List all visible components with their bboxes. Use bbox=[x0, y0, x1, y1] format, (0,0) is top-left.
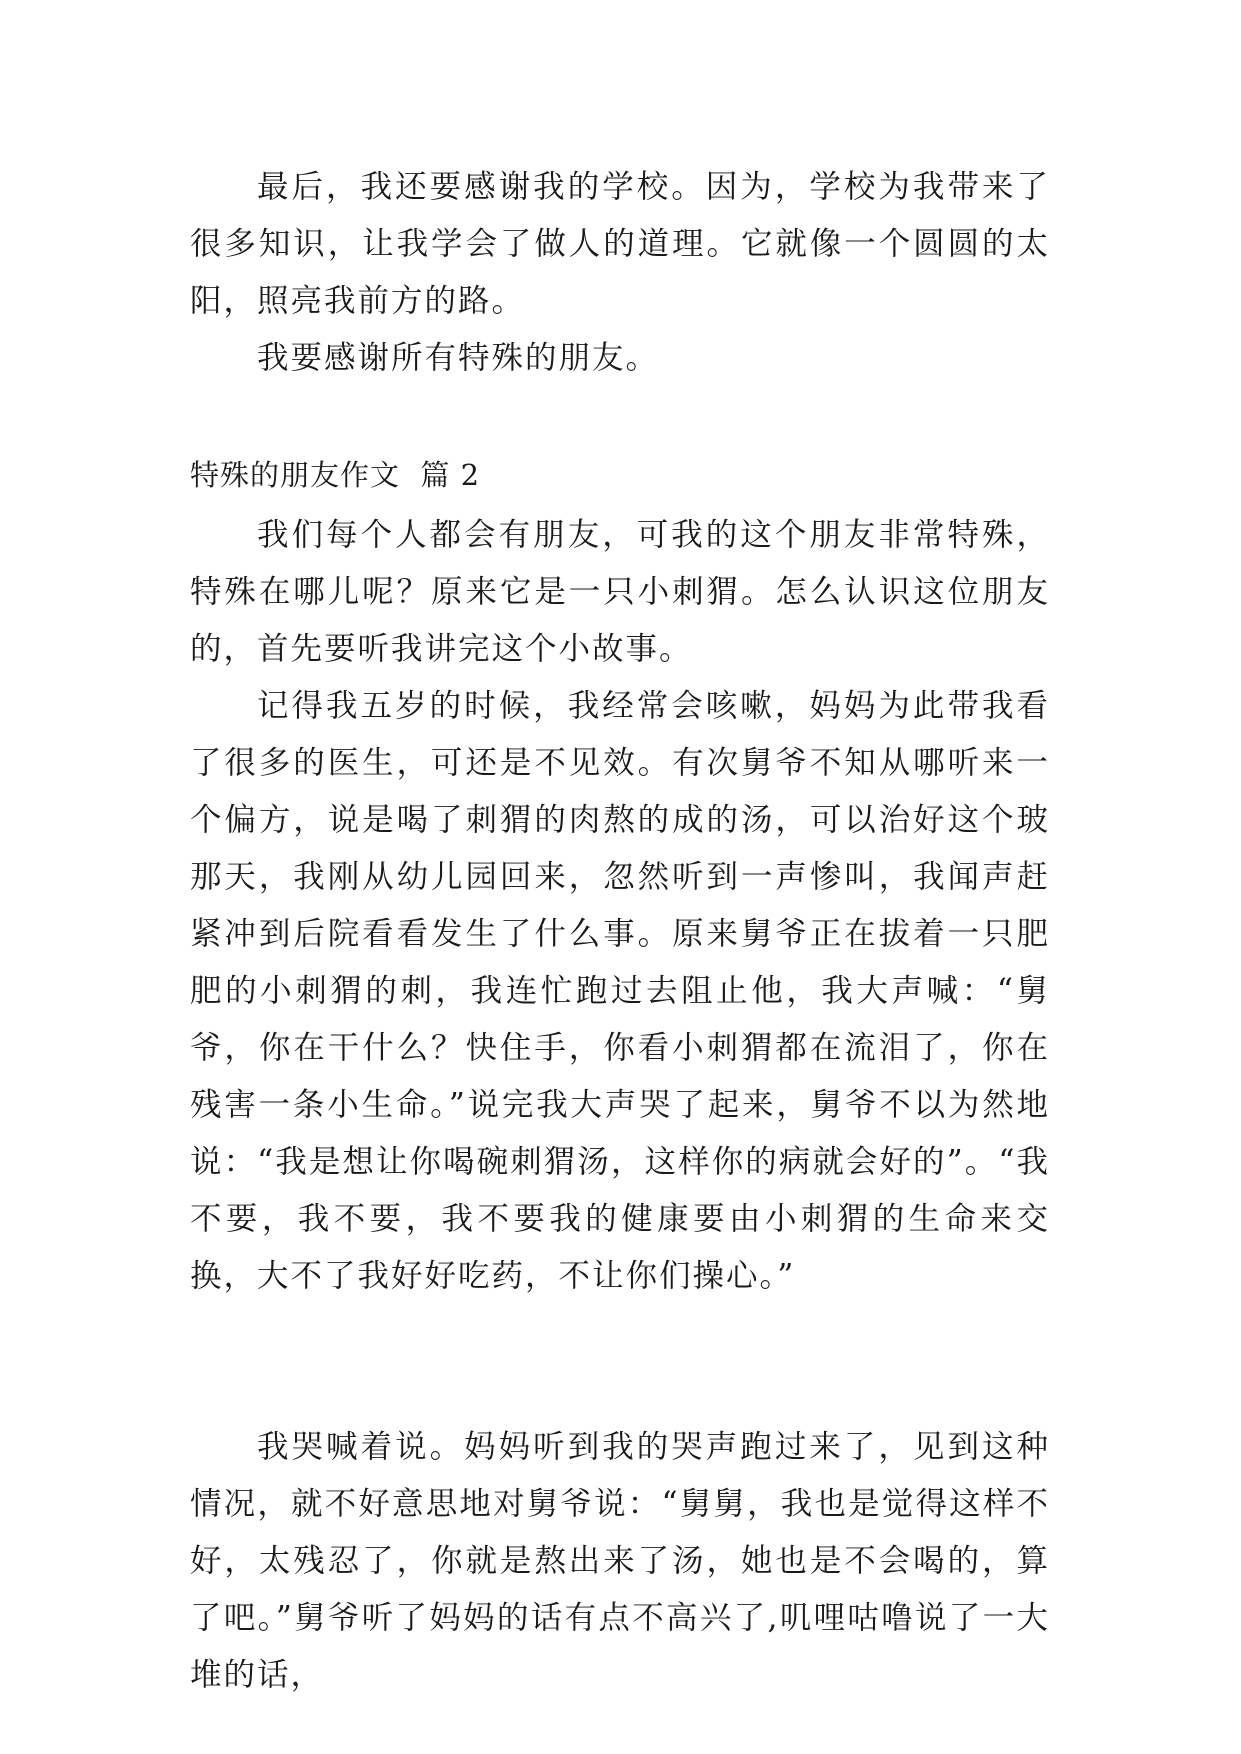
document-page bbox=[190, 0, 1050, 1754]
paragraph-thanks-friends: 我要感谢所有特殊的朋友。 bbox=[257, 340, 660, 376]
section-title: 特殊的朋友作文 篇 2 bbox=[190, 458, 481, 492]
paragraph-continuation: 我哭喊着说。妈妈听到我的哭声跑过来了，见到这种情况，就不好意思地对舅爷说：“舅舅，我也是觉得这样不好，太残忍了，你就是熬出来了汤，她也是不会喝的，算了吧。”舅爷听了妈妈的话有点不高兴了,叽哩咕噜说了一大堆的话， bbox=[190, 1429, 1050, 1693]
paragraph-story: 记得我五岁的时候，我经常会咳嗽，妈妈为此带我看了很多的医生，可还是不见效。有次舅爷不知从哪听来一个偏方，说是喝了刺猬的肉熬的成的汤，可以治好这个玻那天，我刚从幼儿园回来，忽然听到一声惨叫，我闻声赶紧冲到后院看看发生了什么事。原来舅爷正在拔着一只肥肥的小刺猬的刺，我连忙跑过去阻止他，我大声喊：“舅爷，你在干什么？快住手，你看小刺猬都在流泪了，你在残害一条小生命。”说完我大声哭了起来，舅爷不以为然地说：“我是想让你喝碗刺猬汤，这样你的病就会好的”。“我不要，我不要，我不要我的健康要由小刺猬的生命来交换，大不了我好好吃药，不让你们操心。” bbox=[190, 688, 1050, 1294]
paragraph-intro: 我们每个人都会有朋友，可我的这个朋友非常特殊，特殊在哪儿呢？原来它是一只小刺猬。怎么认识这位朋友的，首先要听我讲完这个小故事。 bbox=[190, 517, 1050, 667]
paragraph-thanks-school: 最后，我还要感谢我的学校。因为，学校为我带来了很多知识，让我学会了做人的道理。它就像一个圆圆的太阳，照亮我前方的路。 bbox=[190, 169, 1050, 319]
